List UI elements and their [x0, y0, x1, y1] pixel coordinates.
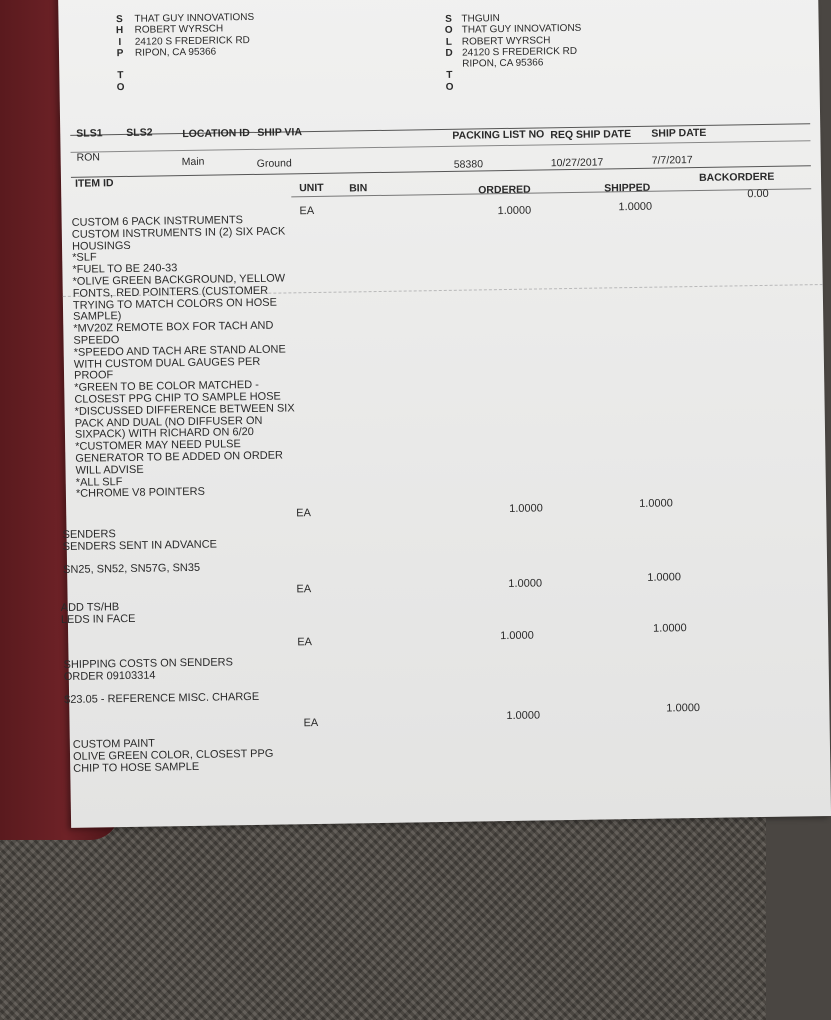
unit-column-header: UNIT	[299, 181, 324, 195]
label-letter: S	[116, 13, 123, 26]
item-description: ADD TS/HB LEDS IN FACE	[60, 601, 136, 626]
location-id-header: LOCATION ID	[182, 127, 250, 141]
item-ordered: 1.0000	[497, 204, 532, 218]
ship-via-header: SHIP VIA	[257, 126, 303, 139]
backordered-column-header: BACKORDERE	[698, 170, 775, 184]
packing-list-sheet	[58, 0, 831, 828]
sold-to-label	[443, 14, 454, 93]
item-description: CUSTOM PAINT OLIVE GREEN COLOR, CLOSEST PPG CHIP TO HOSE SAMPLE	[72, 737, 274, 775]
ship-via-value: Ground	[256, 157, 292, 170]
item-description: SENDERS SENDERS SENT IN ADVANCE SN25, SN52, SN57G, SN35	[62, 528, 218, 577]
label-letter: O	[116, 81, 125, 93]
label-letter: O	[445, 81, 454, 93]
ship-date-value: 7/7/2017	[651, 154, 693, 167]
address-line: RIPON, CA 95366	[134, 46, 217, 59]
label-letter: D	[445, 47, 453, 59]
packing-list-no-header: PACKING LIST NO	[452, 128, 545, 142]
label-letter: T	[117, 70, 124, 82]
ship-to-label	[114, 14, 125, 93]
sold-to-address	[461, 12, 582, 70]
label-spacer	[115, 59, 125, 70]
header-value-rule	[71, 140, 811, 153]
item-ordered: 1.0000	[509, 502, 543, 515]
item-unit: EA	[297, 636, 313, 649]
shipped-column-header: SHIPPED	[604, 181, 651, 195]
label-letter: I	[118, 36, 122, 48]
label-letter: O	[444, 25, 453, 37]
item-unit: EA	[296, 583, 312, 596]
item-id-column-header: ITEM ID	[74, 177, 114, 190]
address-line: RIPON, CA 95366	[462, 57, 544, 70]
packing-list-no-value: 58380	[453, 158, 484, 171]
req-ship-date-header: REQ SHIP DATE	[550, 128, 632, 142]
address-line: 24120 S FREDERICK RD	[134, 34, 250, 48]
bin-column-header: BIN	[349, 182, 368, 195]
label-letter: T	[446, 70, 453, 82]
item-shipped: 1.0000	[666, 702, 701, 715]
ship-to-address	[134, 12, 254, 59]
item-shipped: 1.0000	[653, 622, 687, 635]
item-unit: EA	[303, 717, 319, 730]
item-unit: EA	[296, 507, 312, 520]
item-unit: EA	[299, 205, 315, 218]
column-header-underline	[291, 188, 811, 197]
item-shipped: 1.0000	[639, 497, 673, 510]
address-line: ROBERT WYRSCH	[461, 34, 551, 48]
item-backordered: 0.00	[747, 187, 769, 201]
label-letter: P	[116, 47, 124, 59]
ship-date-header: SHIP DATE	[651, 126, 707, 140]
label-letter: H	[115, 25, 124, 37]
address-line: THGUIN	[461, 13, 500, 25]
sls2-header: SLS2	[126, 126, 153, 139]
carpet-background	[0, 800, 766, 1020]
item-shipped: 1.0000	[618, 200, 653, 214]
item-description: SHIPPING COSTS ON SENDERS ORDER 09103314 $23.05 - REFERENCE MISC. CHARGE	[63, 656, 260, 707]
address-line: 24120 S FREDERICK RD	[461, 45, 578, 59]
label-spacer	[444, 59, 454, 70]
location-id-value: Main	[181, 155, 205, 169]
sls1-header: SLS1	[76, 127, 103, 140]
item-ordered: 1.0000	[500, 629, 534, 643]
address-line: THAT GUY INNOVATIONS	[134, 11, 255, 25]
sls1-value: RON	[76, 151, 101, 164]
address-line: ROBERT WYRSCH	[134, 23, 224, 37]
req-ship-date-value: 10/27/2017	[550, 156, 604, 170]
item-shipped: 1.0000	[647, 571, 682, 584]
label-letter: S	[445, 13, 452, 25]
address-line: THAT GUY INNOVATIONS	[461, 23, 582, 36]
label-letter: L	[445, 36, 452, 48]
ordered-column-header: ORDERED	[478, 183, 531, 197]
item-ordered: 1.0000	[508, 577, 543, 590]
item-description: CUSTOM 6 PACK INSTRUMENTS CUSTOM INSTRUMENTS IN (2) SIX PACK HOUSINGS *SLF *FUEL TO BE 240-33 *OLIVE GREEN BACKGROUND, YELLOW FONTS, RED POINTERS (CUSTOMER TRYING TO MATCH COLORS ON HOSE SAMPLE) *MV20Z REMOTE BOX FOR TACH AND SPEEDO *SPEEDO AND TACH ARE STAND ALONE WITH CUSTOM DUAL GAUGES PER PROOF *GREEN TO BE COLOR MATCHED - CLOSEST PPG CHIP TO SAMPLE HOSE *DISCUSSED DIFFERENCE BETWEEN SIX PACK AND DUAL (NO DIFFUSER ON SIXPACK) WITH RICHARD ON 6/20 *CUSTOMER MAY NEED PULSE GENERATOR TO BE ADDED ON ORDER WILL ADVISE *ALL SLF *CHROME V8 POINTERS	[71, 214, 295, 501]
item-ordered: 1.0000	[506, 709, 541, 723]
